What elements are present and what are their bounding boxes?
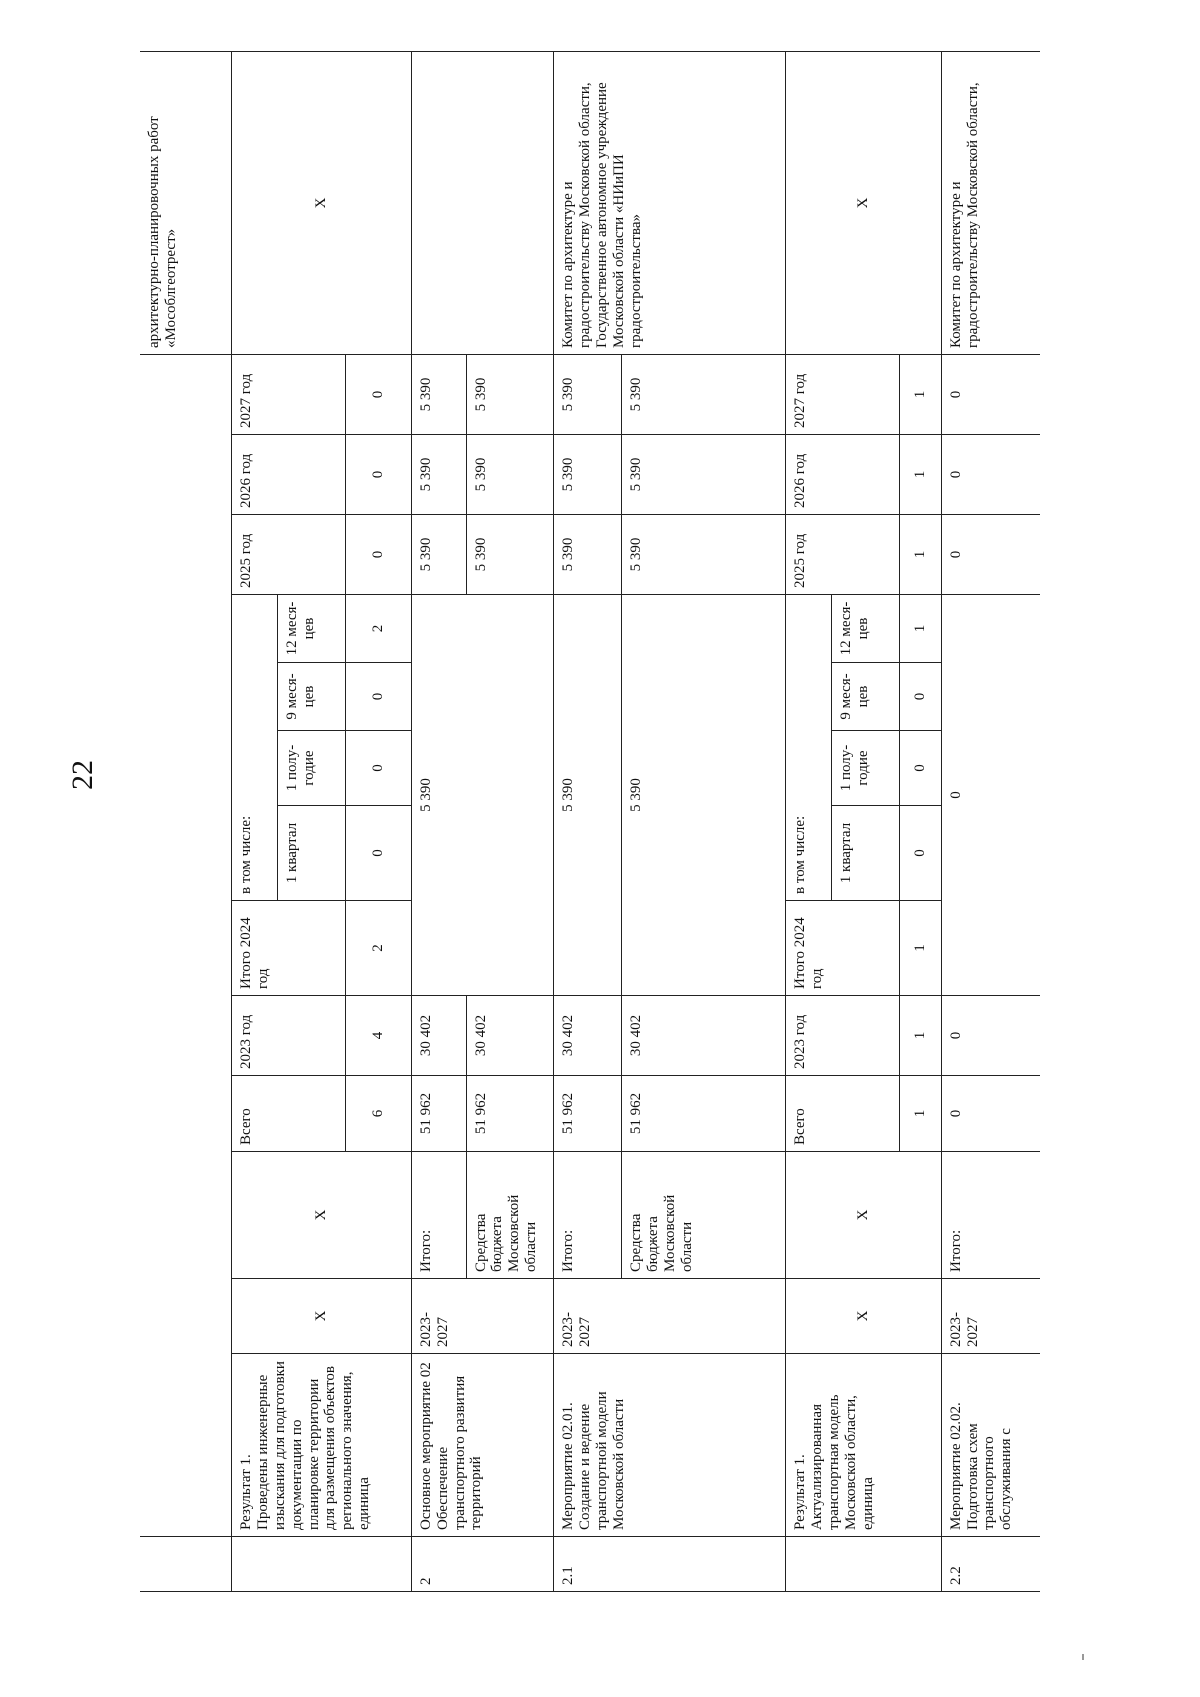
result-title: Результат 1. Проведены инженерные изыскания для подготовки документации по планировке территории для размещения объектов регионального значения, единица	[232, 1354, 412, 1537]
table-row: Результат 1. Актуализированная транспортная модель Московской области, единица X X Всего 2023 год Итого 2024 год в том числе: 2025 год 2026 год 2027 год X	[786, 52, 832, 1592]
org-cell: архитектурно-планировочных работ «Мособлгеотрест»	[140, 52, 232, 355]
result-title: Результат 1. Актуализированная транспортная модель Московской области, единица	[786, 1354, 941, 1537]
table-row: 1 квартал 1 полу-годие 9 меся-цев 12 меся-цев	[832, 52, 900, 1592]
activity-title: Мероприятие 02.02. Подготовка схем транспортного обслуживания с	[941, 1354, 1040, 1537]
page-number: 22	[66, 760, 99, 790]
responsible-cell: X	[232, 52, 412, 355]
header-q1: 1 квартал	[278, 806, 346, 901]
responsible-cell: X	[786, 52, 941, 355]
header-m12: 12 меся-цев	[278, 595, 346, 663]
table-row: 2.2 Мероприятие 02.02. Подготовка схем транспортного обслуживания с 2023-2027 Итого: 0 0 0 0 0 0 Комитет по архитектуре и градостроительству Московской области,	[941, 52, 1040, 1592]
table-row: 2.1 Мероприятие 02.01. Создание и ведение транспортной модели Московской области 2023-2027 Итого: 51 962 30 402 5 390 5 390 5 390 5 390 Комитет по архитектуре и градостроительству Московской области, Государственное автономное учреждение Московской области «НИиПИ градостроительства»	[554, 52, 622, 1592]
period-cell: X	[786, 1279, 941, 1354]
table-row	[232, 52, 278, 1592]
header-2027: 2027 год	[232, 355, 346, 435]
header-incl: в том числе:	[232, 595, 278, 901]
activity-title: Основное мероприятие 02 Обеспечение транспортного развития территорий	[411, 1354, 553, 1537]
header-2026: 2026 год	[232, 435, 346, 515]
scan-artifact	[1082, 1654, 1084, 1660]
period-cell: 2023-2027	[554, 1279, 786, 1354]
period-cell: 2023-2027	[941, 1279, 1040, 1354]
row-number: 2	[411, 1537, 553, 1592]
header-h1: 1 полу-годие	[278, 731, 346, 806]
table-row: Средства бюджета Московской области 51 962 30 402 5 390 5 390 5 390 5 390	[622, 52, 786, 1592]
table-row: 1 1 1 0 0 0 1 1 1 1	[900, 52, 942, 1592]
table-row: 2 Основное мероприятие 02 Обеспечение транспортного развития территорий 2023-2027 Итого: 51 962 30 402 5 390 5 390 5 390 5 390	[411, 52, 466, 1592]
period-cell: X	[232, 1279, 412, 1354]
activity-title: Мероприятие 02.01. Создание и ведение транспортной модели Московской области	[554, 1354, 786, 1537]
header-total: Всего	[232, 1076, 346, 1152]
program-table	[140, 51, 1040, 1592]
header-2025: 2025 год	[232, 515, 346, 595]
source-cell: X	[786, 1152, 941, 1279]
period-cell: 2023-2027	[411, 1279, 553, 1354]
table-row: 6 4 2 0 0 0 2 0 0 0	[346, 52, 412, 1592]
table-row: Средства бюджета Московской области 51 962 30 402 5 390 5 390 5 390	[466, 52, 554, 1592]
table-row	[140, 52, 232, 1592]
header-m9: 9 меся-цев	[278, 663, 346, 731]
responsible-cell: Комитет по архитектуре и градостроительству Московской области,	[941, 52, 1040, 355]
rotated-table-container	[140, 52, 1040, 1592]
row-number: 2.2	[941, 1537, 1040, 1592]
row-number: 2.1	[554, 1537, 786, 1592]
header-itogo-2024: Итого 2024 год	[232, 901, 346, 996]
source-cell: X	[232, 1152, 412, 1279]
header-2023: 2023 год	[232, 996, 346, 1076]
responsible-cell: Комитет по архитектуре и градостроительству Московской области, Государственное автономное учреждение Московской области «НИиПИ градостроительства»	[554, 52, 786, 355]
